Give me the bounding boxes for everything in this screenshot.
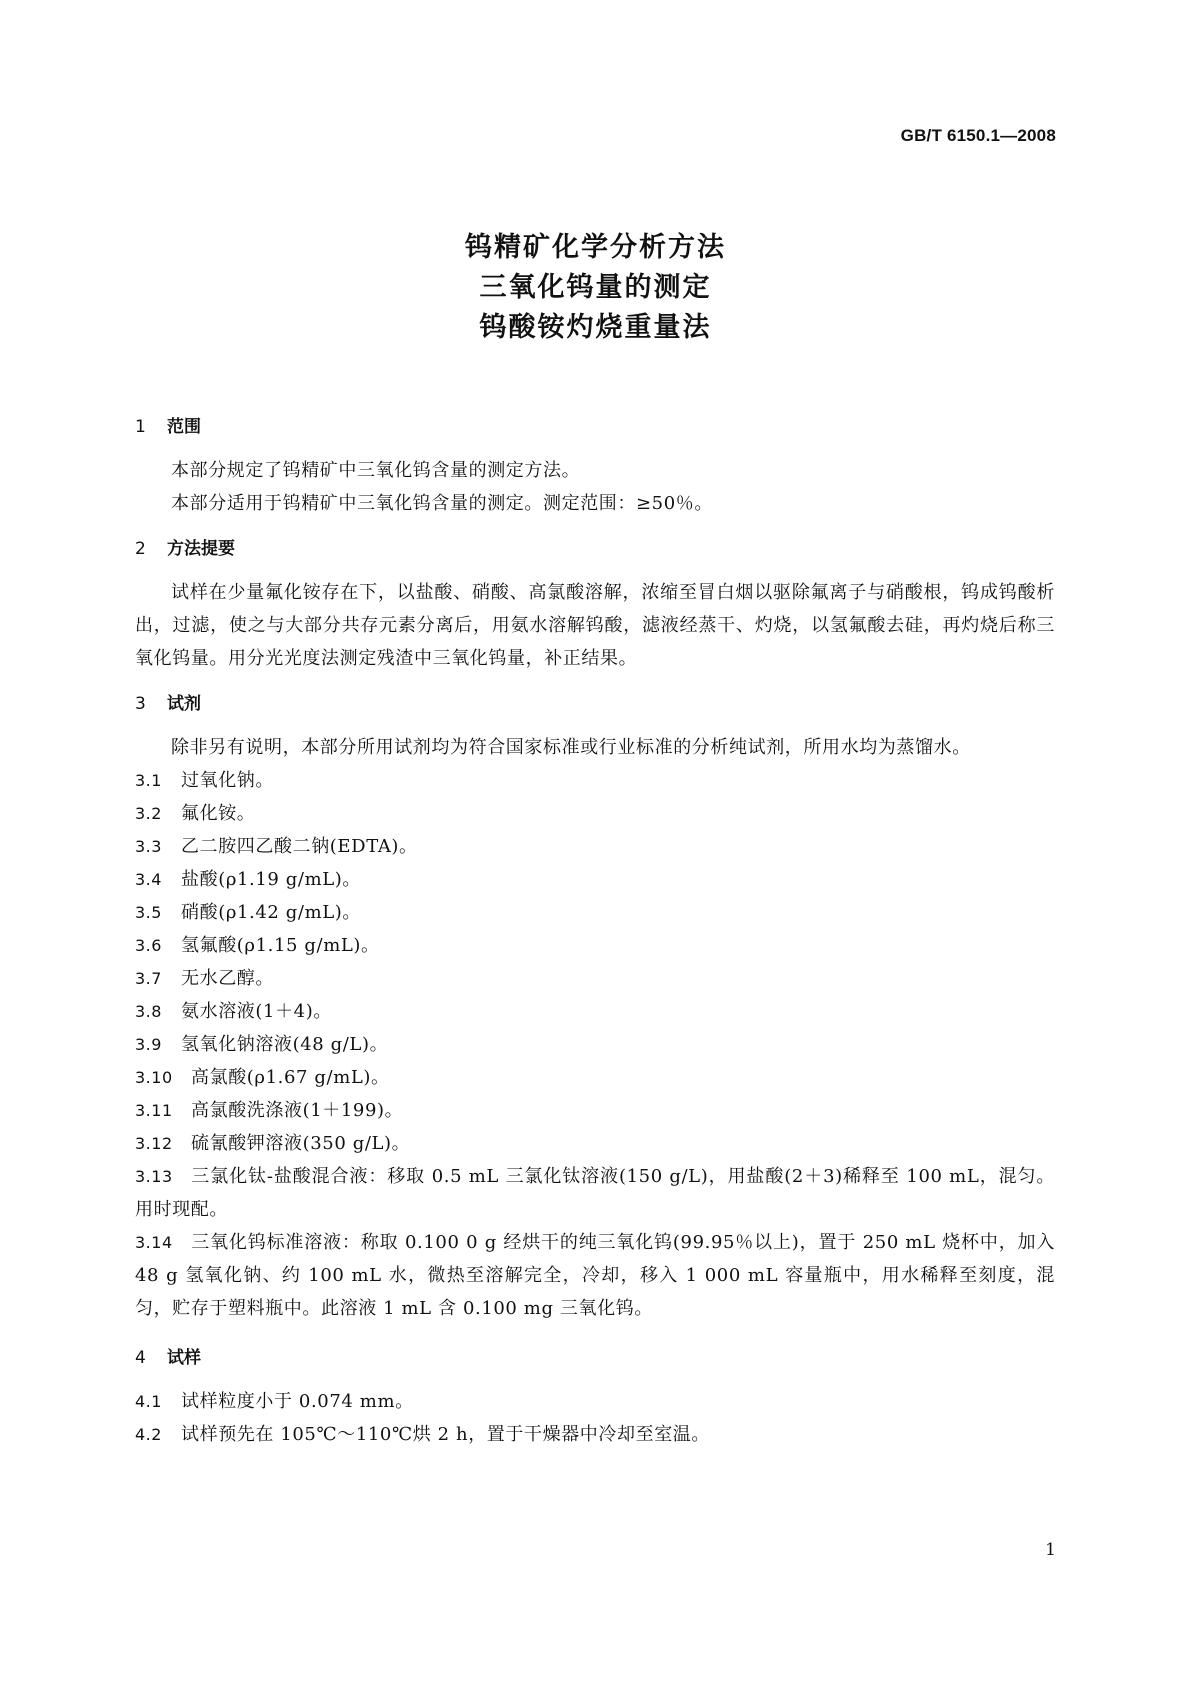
list-item	[135, 929, 1055, 962]
item-number: 3.8	[135, 1002, 162, 1021]
list-item	[135, 1418, 1055, 1451]
list-item	[135, 797, 1055, 830]
section-title: 范围	[167, 417, 201, 437]
section-number: 4	[135, 1348, 146, 1368]
list-item	[135, 995, 1055, 1028]
item-text: 高氯酸(ρ1.67 g/mL)。	[191, 1067, 390, 1088]
list-item	[135, 764, 1055, 797]
item-number: 4.2	[135, 1425, 162, 1444]
item-number: 3.4	[135, 870, 162, 889]
item-number: 4.1	[135, 1392, 162, 1411]
document-body	[135, 412, 1055, 1451]
title-line-1: 钨精矿化学分析方法	[465, 232, 726, 263]
item-number: 3.13	[135, 1167, 173, 1186]
paragraph: 本部分适用于钨精矿中三氧化钨含量的测定。测定范围：≥50％。	[171, 493, 713, 514]
item-text: 盐酸(ρ1.19 g/mL)。	[181, 869, 362, 890]
section-number: 1	[135, 417, 146, 437]
item-text: 试样粒度小于 0.074 mm。	[181, 1391, 414, 1412]
item-number: 3.6	[135, 936, 162, 955]
title-line-2: 三氧化钨量的测定	[479, 272, 712, 303]
item-text: 氨水溶液(1＋4)。	[181, 1001, 332, 1022]
list-item	[135, 830, 1055, 863]
item-text: 氢氟酸(ρ1.15 g/mL)。	[181, 935, 380, 956]
section-number: 2	[135, 539, 146, 559]
item-text: 硫氰酸钾溶液(350 g/L)。	[191, 1133, 411, 1154]
list-item	[135, 1094, 1055, 1127]
item-number: 3.3	[135, 837, 162, 856]
item-number: 3.9	[135, 1035, 162, 1054]
item-text: 无水乙醇。	[181, 968, 274, 989]
list-item	[135, 863, 1055, 896]
section-heading-method-summary	[135, 534, 1055, 564]
item-text: 乙二胺四乙酸二钠(EDTA)。	[181, 836, 418, 857]
list-item	[135, 1061, 1055, 1094]
paragraph: 本部分规定了钨精矿中三氧化钨含量的测定方法。	[171, 460, 581, 481]
list-item	[135, 1226, 1055, 1325]
list-item	[135, 1385, 1055, 1418]
item-text: 高氯酸洗涤液(1＋199)。	[191, 1100, 404, 1121]
item-number: 3.12	[135, 1134, 173, 1153]
list-item	[135, 1028, 1055, 1061]
section-heading-scope	[135, 412, 1055, 442]
item-number: 3.11	[135, 1101, 173, 1120]
standard-code: GB/T 6150.1—2008	[900, 126, 1056, 145]
item-number: 3.14	[135, 1233, 173, 1252]
list-item	[135, 1160, 1055, 1226]
section-title: 试样	[167, 1348, 201, 1368]
list-item	[135, 962, 1055, 995]
document-title	[0, 228, 1191, 348]
title-line-3: 钨酸铵灼烧重量法	[479, 312, 712, 343]
item-text: 三氧化钨标准溶液：称取 0.100 0 g 经烘干的纯三氧化钨(99.95％以上)，置于 250 mL 烧杯中，加入 48 g 氢氧化钠、约 100 mL 水，微热至溶解完全，冷却，移入 1 000 mL 容量瓶中，用水稀释至刻度，混匀，贮存于塑料瓶中。此溶液 1 mL 含 0.100 mg 三氧化钨。	[135, 1232, 1055, 1319]
item-number: 3.2	[135, 804, 162, 823]
item-number: 3.1	[135, 771, 162, 790]
paragraph: 除非另有说明，本部分所用试剂均为符合国家标准或行业标准的分析纯试剂，所用水均为蒸馏水。	[171, 737, 971, 758]
list-item	[135, 1127, 1055, 1160]
section-heading-reagents	[135, 689, 1055, 719]
section-title: 方法提要	[167, 539, 235, 559]
item-number: 3.10	[135, 1068, 173, 1087]
item-text: 氢氧化钠溶液(48 g/L)。	[181, 1034, 389, 1055]
section-title: 试剂	[167, 694, 201, 714]
item-number: 3.7	[135, 969, 162, 988]
section-number: 3	[135, 694, 146, 714]
item-text: 过氧化钠。	[181, 770, 274, 791]
item-text: 三氯化钛-盐酸混合液：移取 0.5 mL 三氯化钛溶液(150 g/L)，用盐酸(2＋3)稀释至 100 mL，混匀。用时现配。	[135, 1166, 1055, 1220]
item-number: 3.5	[135, 903, 162, 922]
item-text: 氟化铵。	[181, 803, 256, 824]
list-item	[135, 896, 1055, 929]
section-heading-sample	[135, 1343, 1055, 1373]
page-number: 1	[1045, 1540, 1056, 1560]
item-text: 硝酸(ρ1.42 g/mL)。	[181, 902, 362, 923]
item-text: 试样预先在 105℃～110℃烘 2 h，置于干燥器中冷却至室温。	[181, 1424, 710, 1445]
paragraph: 试样在少量氟化铵存在下，以盐酸、硝酸、高氯酸溶解，浓缩至冒白烟以驱除氟离子与硝酸根，钨成钨酸析出，过滤，使之与大部分共存元素分离后，用氨水溶解钨酸，滤液经蒸干、灼烧，以氢氟酸去硅，再灼烧后称三氧化钨量。用分光光度法测定残渣中三氧化钨量，补正结果。	[135, 582, 1055, 669]
